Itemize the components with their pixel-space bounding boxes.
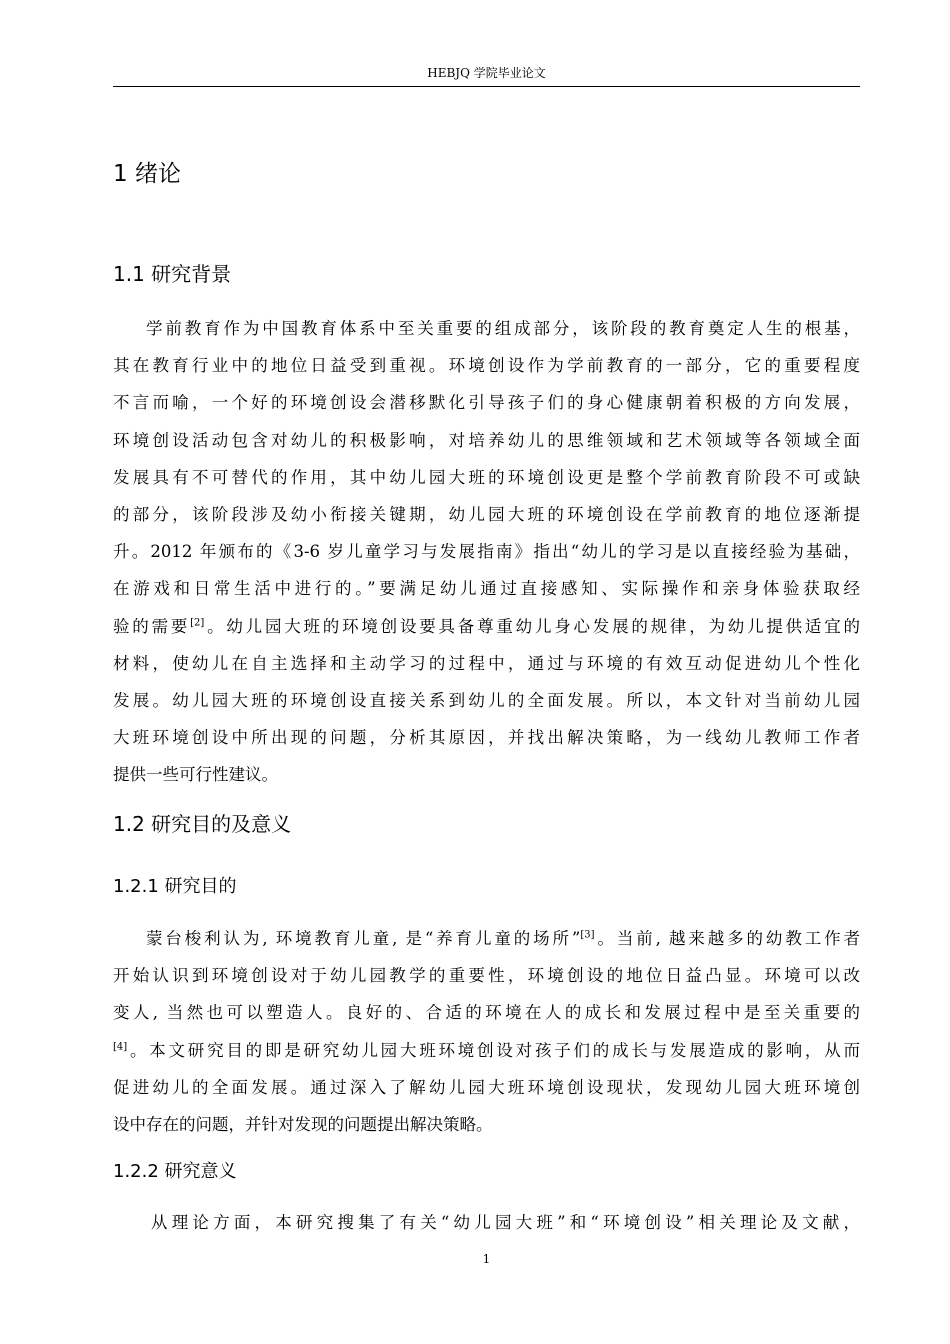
- text-line: 大班环境创设中所出现的问题，分析其原因，并找出解决策略，为一线幼儿教师工作者: [113, 728, 860, 748]
- text-segment: 。当前, 越来越多的幼教工作者: [594, 929, 860, 948]
- text-line: 提供一些可行性建议。: [113, 765, 278, 785]
- page-number: 1: [482, 1252, 491, 1266]
- section-title-1-2-2: 1.2.2 研究意义: [113, 1161, 237, 1182]
- paragraph-research-purpose: [113, 920, 860, 1143]
- text-segment: 。本文研究目的即是研究幼儿园大班环境创设对孩子们的成长与发展造成的影响，从而: [127, 1040, 860, 1060]
- header-rule: [113, 86, 860, 87]
- section-title-1-2: 1.2 研究目的及意义: [113, 812, 292, 836]
- text-line: [113, 608, 860, 645]
- text-segment: 验的需要: [113, 616, 191, 636]
- text-line: [113, 1032, 860, 1069]
- text-line: 学前教育作为中国教育体系中至关重要的组成部分，该阶段的教育奠定人生的根基，: [146, 319, 860, 338]
- section-title-1-2-1: 1.2.1 研究目的: [113, 876, 237, 897]
- text-line: [113, 920, 860, 957]
- text-line: 发展。幼儿园大班的环境创设直接关系到幼儿的全面发展。所以，本文针对当前幼儿园: [113, 690, 860, 710]
- text-line: 变人, 当然也可以塑造人。良好的、合适的环境在人的成长和发展过程中是至关重要的: [113, 1003, 860, 1023]
- text-line: 发展具有不可替代的作用，其中幼儿园大班的环境创设更是整个学前教育阶段不可或缺: [113, 467, 860, 487]
- paragraph-research-background: [113, 310, 860, 793]
- text-line: 环境创设活动包含对幼儿的积极影响，对培养幼儿的思维领域和艺术领域等各领域全面: [113, 430, 860, 450]
- text-segment: 蒙台梭利认为, 环境教育儿童, 是“养育儿童的场所”: [146, 929, 581, 948]
- running-header: HEBJQ 学院毕业论文: [427, 66, 546, 80]
- text-segment: 。幼儿园大班的环境创设要具备尊重幼儿身心发展的规律，为幼儿提供适宜的: [204, 616, 861, 636]
- text-line: 在游戏和日常生活中进行的。”要满足幼儿通过直接感知、实际操作和亲身体验获取经: [113, 579, 860, 599]
- citation-ref-4: [4]: [113, 1041, 128, 1053]
- text-line: 材料，使幼儿在自主选择和主动学习的过程中，通过与环境的有效互动促进幼儿个性化: [113, 653, 860, 673]
- text-line: 开始认识到环境创设对于幼儿园教学的重要性，环境创设的地位日益凸显。环境可以改: [113, 966, 860, 986]
- text-line: 设中存在的问题，并针对发现的问题提出解决策略。: [113, 1114, 493, 1134]
- citation-ref-3: [3]: [580, 929, 595, 941]
- text-line: 其在教育行业中的地位日益受到重视。环境创设作为学前教育的一部分，它的重要程度: [113, 356, 860, 376]
- paragraph-research-significance: [113, 1204, 860, 1241]
- text-line: 从理论方面，本研究搜集了有关“幼儿园大班”和“环境创设”相关理论及文献，: [151, 1213, 860, 1232]
- citation-ref-2: [2]: [190, 617, 205, 628]
- chapter-title: 1 绪论: [113, 161, 181, 187]
- text-line: 升。2012 年颁布的《3-6 岁儿童学习与发展指南》指出“幼儿的学习是以直接经验为基础，: [113, 542, 860, 562]
- text-line: 不言而喻，一个好的环境创设会潜移默化引导孩子们的身心健康朝着积极的方向发展，: [113, 393, 860, 413]
- section-title-1-1: 1.1 研究背景: [113, 262, 232, 286]
- text-line: 的部分，该阶段涉及幼小衔接关键期，幼儿园大班的环境创设在学前教育的地位逐渐提: [113, 504, 860, 524]
- text-line: 促进幼儿的全面发展。通过深入了解幼儿园大班环境创设现状，发现幼儿园大班环境创: [113, 1077, 860, 1097]
